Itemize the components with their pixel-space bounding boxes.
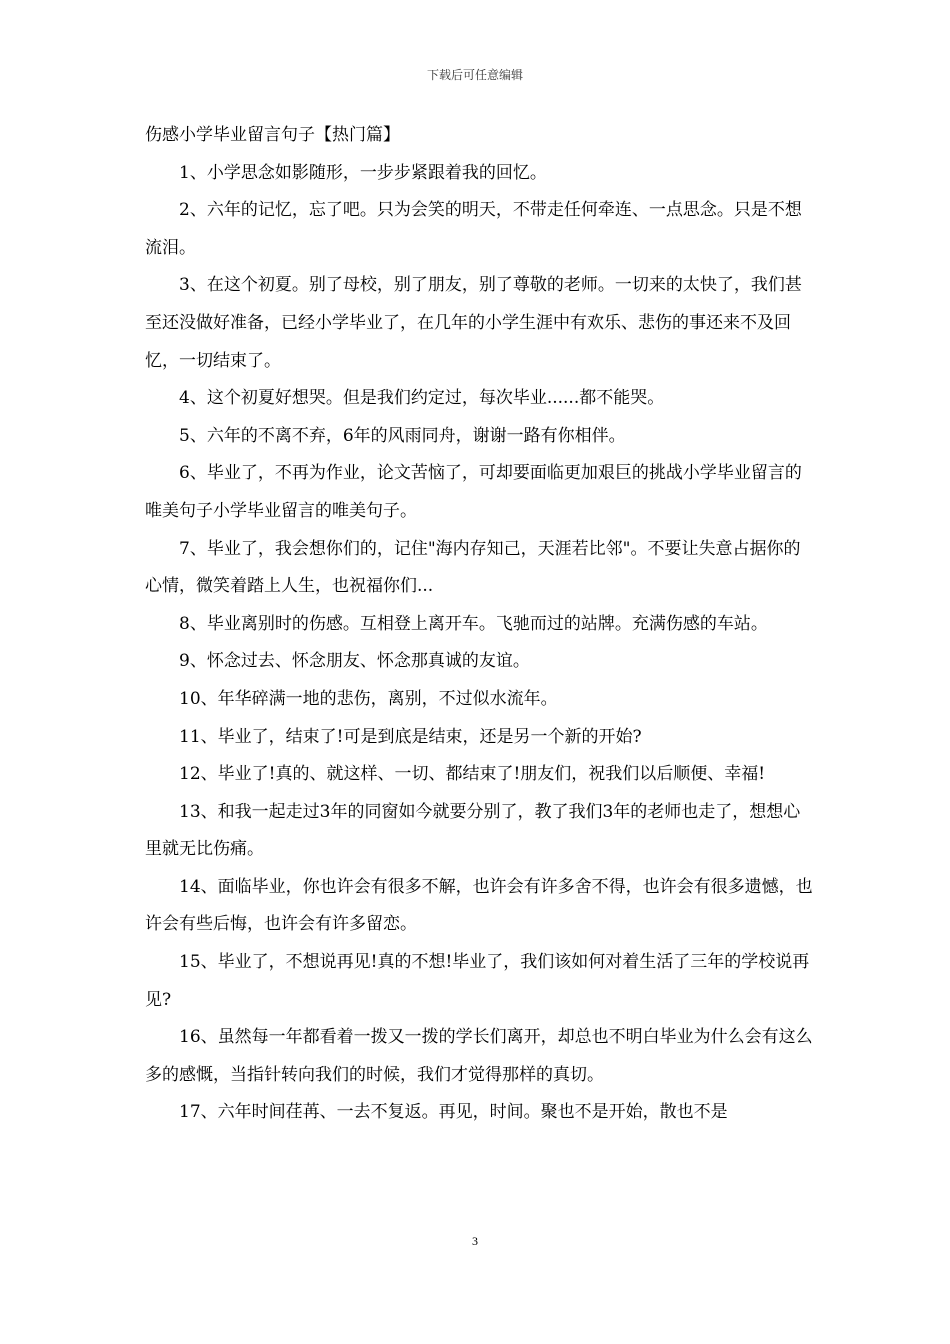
paragraph: 14、面临毕业，你也许会有很多不解，也许会有许多舍不得，也许会有很多遗憾，也许会有些后悔，也许会有许多留恋。: [145, 876, 813, 935]
paragraph: 5、六年的不离不弃，6年的风雨同舟，谢谢一路有你相伴。: [179, 425, 626, 446]
paragraph: 13、和我一起走过3年的同窗如今就要分别了，教了我们3年的老师也走了，想想心里就无比伤痛。: [145, 801, 801, 860]
paragraph: 7、毕业了，我会想你们的，记住"海内存知己，天涯若比邻"。不要让失意占据你的心情，微笑着踏上人生，也祝福你们...: [145, 538, 801, 597]
paragraph: 4、这个初夏好想哭。但是我们约定过，每次毕业......都不能哭。: [179, 388, 665, 409]
paragraph: 12、毕业了!真的、就这样、一切、都结束了!朋友们，祝我们以后顺便、幸福!: [179, 764, 766, 785]
paragraph: 15、毕业了，不想说再见!真的不想!毕业了，我们该如何对着生活了三年的学校说再见?: [145, 952, 810, 1010]
paragraph: 1、小学思念如影随形，一步步紧跟着我的回忆。: [179, 162, 547, 183]
paragraph: 2、六年的记忆，忘了吧。只为会笑的明天，不带走任何牵连、一点思念。只是不想流泪。: [145, 200, 802, 258]
paragraph: 8、毕业离别时的伤感。互相登上离开车。飞驰而过的站牌。充满伤感的车站。: [179, 613, 768, 634]
paragraph: 6、毕业了，不再为作业，论文苦恼了，可却要面临更加艰巨的挑战小学毕业留言的唯美句子小学毕业留言的唯美句子。: [145, 463, 802, 521]
document-title: 伤感小学毕业留言句子【热门篇】: [145, 125, 400, 145]
paragraph: 9、怀念过去、怀念朋友、怀念那真诚的友谊。: [179, 651, 530, 672]
paragraph: 17、六年时间荏苒、一去不复返。再见，时间。聚也不是开始，散也不是: [179, 1102, 728, 1123]
paragraph: 3、在这个初夏。别了母校，别了朋友，别了尊敬的老师。一切来的太快了，我们甚至还没做好准备，已经小学毕业了，在几年的小学生涯中有欢乐、悲伤的事还来不及回忆，一切结束了。: [145, 275, 802, 371]
page-header: 下载后可任意编辑: [426, 68, 523, 82]
document-body: [145, 117, 813, 1132]
page-number: 3: [472, 1234, 478, 1248]
paragraph: 11、毕业了，结束了!可是到底是结束，还是另一个新的开始?: [179, 726, 642, 747]
paragraph: 10、年华碎满一地的悲伤，离别，不过似水流年。: [179, 688, 558, 709]
paragraph: 16、虽然每一年都看着一拨又一拨的学长们离开，却总也不明白毕业为什么会有这么多的感慨，当指针转向我们的时候，我们才觉得那样的真切。: [145, 1027, 813, 1085]
